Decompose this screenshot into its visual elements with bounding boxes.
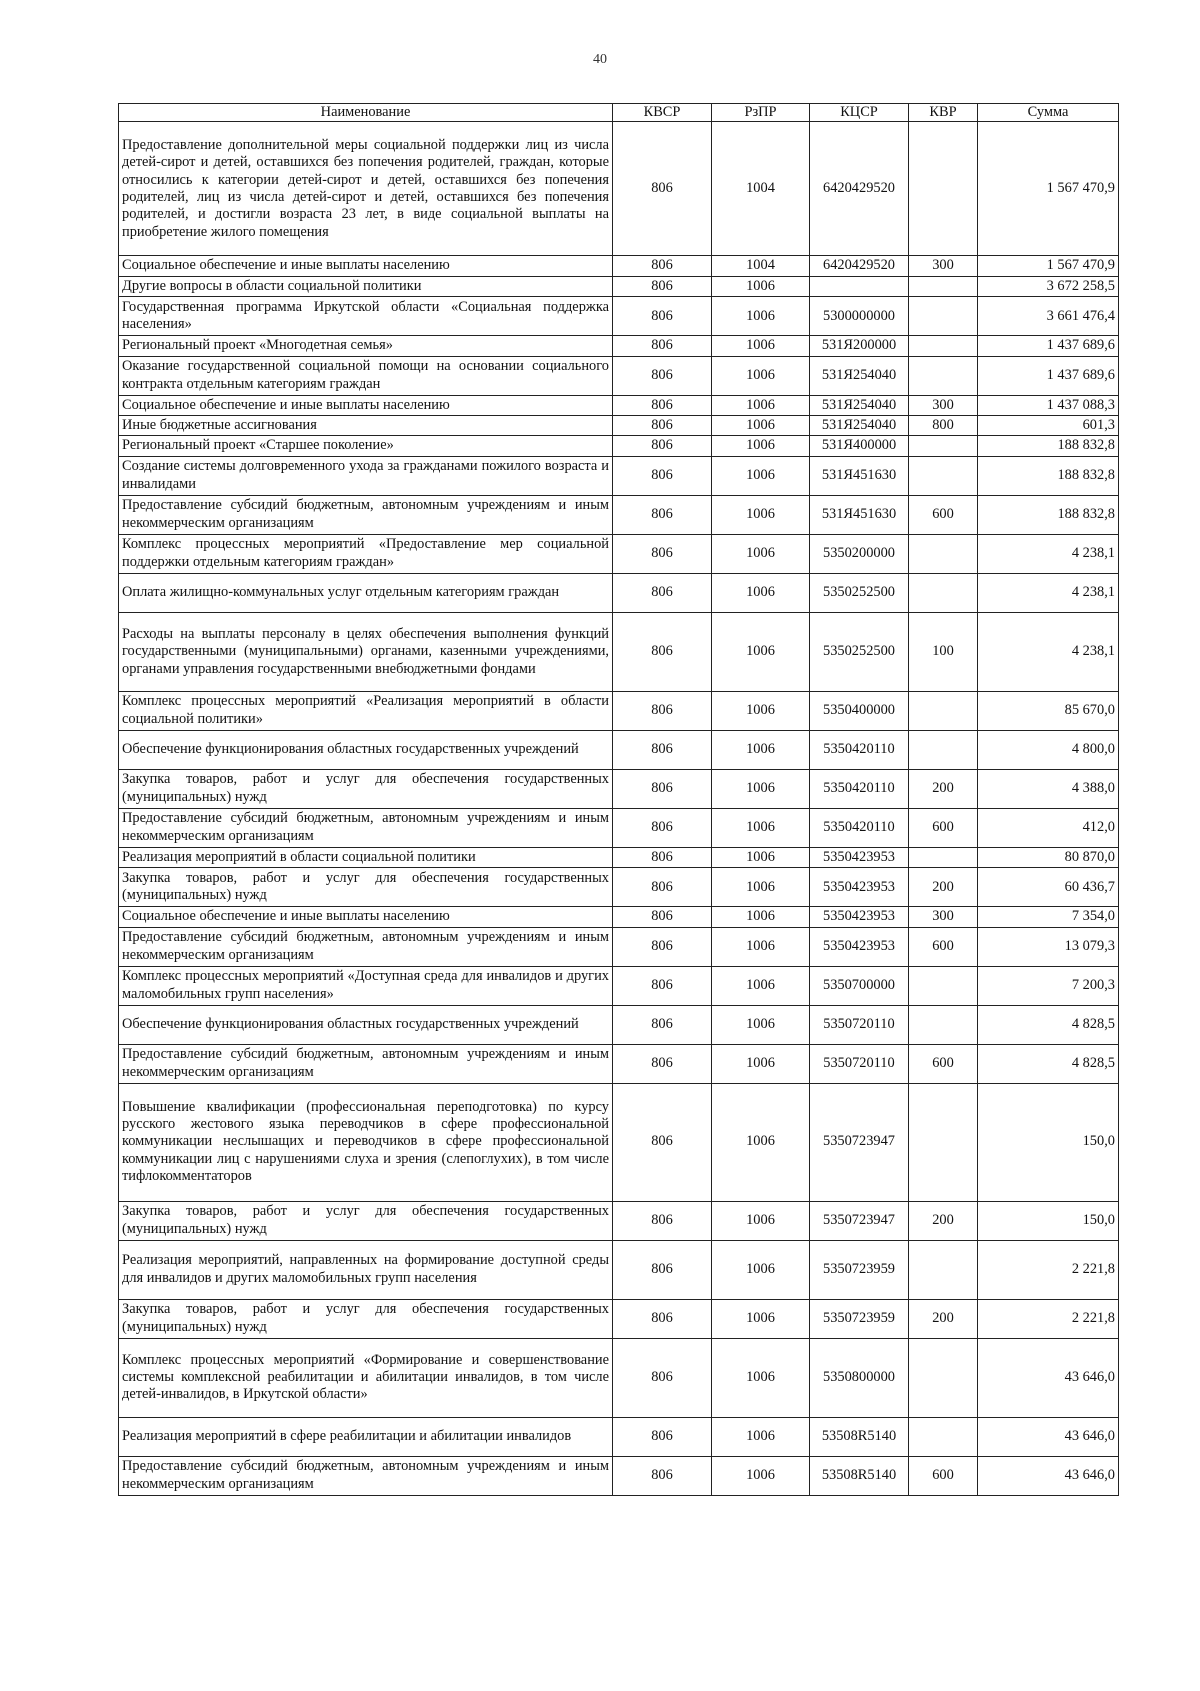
cell-kvsr: 806 [613, 1338, 712, 1417]
cell-sum: 13 079,3 [978, 927, 1119, 966]
header-row [119, 104, 1119, 122]
cell-kvsr: 806 [613, 122, 712, 256]
cell-name: Реализация мероприятий, направленных на формирование доступной среды для инвалидов и других маломобильных групп населения [119, 1240, 613, 1299]
cell-rzpr: 1006 [712, 1201, 810, 1240]
cell-kvsr: 806 [613, 730, 712, 769]
cell-kvr [909, 534, 978, 573]
cell-rzpr: 1006 [712, 456, 810, 495]
cell-name: Оплата жилищно-коммунальных услуг отдельным категориям граждан [119, 573, 613, 612]
cell-sum: 2 221,8 [978, 1240, 1119, 1299]
cell-kvsr: 806 [613, 691, 712, 730]
cell-kvsr: 806 [613, 847, 712, 867]
table-row [119, 907, 1119, 927]
cell-kcsr: 531Я254040 [810, 416, 909, 436]
cell-kvsr: 806 [613, 907, 712, 927]
cell-rzpr: 1006 [712, 276, 810, 296]
cell-sum: 601,3 [978, 416, 1119, 436]
cell-kvr [909, 730, 978, 769]
cell-kcsr: 5350720110 [810, 1005, 909, 1044]
table-row [119, 436, 1119, 456]
cell-sum: 188 832,8 [978, 495, 1119, 534]
cell-sum: 4 388,0 [978, 769, 1119, 808]
cell-kvsr: 806 [613, 416, 712, 436]
table-row [119, 808, 1119, 847]
header-name: Наименование [119, 104, 613, 122]
cell-kcsr: 5350423953 [810, 868, 909, 907]
cell-sum: 43 646,0 [978, 1417, 1119, 1456]
cell-name: Реализация мероприятий в области социальной политики [119, 847, 613, 867]
table-row [119, 395, 1119, 415]
cell-kvsr: 806 [613, 769, 712, 808]
cell-kcsr: 5350420110 [810, 730, 909, 769]
cell-sum: 60 436,7 [978, 868, 1119, 907]
cell-name: Расходы на выплаты персоналу в целях обеспечения выполнения функций государственными (муниципальными) органами, казенными учреждениями, органами управления государственными внебюджетными фондами [119, 612, 613, 691]
cell-rzpr: 1006 [712, 495, 810, 534]
header-sum: Сумма [978, 104, 1119, 122]
cell-name: Региональный проект «Многодетная семья» [119, 336, 613, 356]
cell-rzpr: 1004 [712, 256, 810, 276]
table-row [119, 336, 1119, 356]
cell-kcsr: 5350723947 [810, 1083, 909, 1201]
cell-kvsr: 806 [613, 534, 712, 573]
cell-rzpr: 1006 [712, 436, 810, 456]
cell-rzpr: 1006 [712, 1005, 810, 1044]
cell-name: Комплекс процессных мероприятий «Предоставление мер социальной поддержки отдельным категориям граждан» [119, 534, 613, 573]
cell-rzpr: 1006 [712, 966, 810, 1005]
cell-sum: 1 567 470,9 [978, 122, 1119, 256]
cell-kvr: 200 [909, 769, 978, 808]
table-row [119, 534, 1119, 573]
cell-sum: 4 238,1 [978, 612, 1119, 691]
cell-kvr [909, 122, 978, 256]
cell-kvsr: 806 [613, 808, 712, 847]
cell-sum: 1 437 689,6 [978, 336, 1119, 356]
cell-name: Закупка товаров, работ и услуг для обеспечения государственных (муниципальных) нужд [119, 1201, 613, 1240]
cell-sum: 188 832,8 [978, 436, 1119, 456]
cell-kvr: 200 [909, 1201, 978, 1240]
cell-kvsr: 806 [613, 966, 712, 1005]
cell-kvr [909, 1338, 978, 1417]
cell-rzpr: 1006 [712, 691, 810, 730]
table-row [119, 456, 1119, 495]
cell-rzpr: 1006 [712, 1240, 810, 1299]
cell-rzpr: 1006 [712, 1417, 810, 1456]
cell-sum: 85 670,0 [978, 691, 1119, 730]
cell-kvsr: 806 [613, 336, 712, 356]
cell-kvr [909, 276, 978, 296]
cell-kvsr: 806 [613, 1083, 712, 1201]
cell-kcsr: 531Я200000 [810, 336, 909, 356]
cell-name: Иные бюджетные ассигнования [119, 416, 613, 436]
cell-name: Социальное обеспечение и иные выплаты населению [119, 256, 613, 276]
cell-rzpr: 1006 [712, 769, 810, 808]
cell-kvr [909, 691, 978, 730]
cell-kvr [909, 966, 978, 1005]
cell-kvsr: 806 [613, 456, 712, 495]
cell-kvr [909, 456, 978, 495]
cell-kvsr: 806 [613, 927, 712, 966]
cell-kvsr: 806 [613, 1240, 712, 1299]
cell-kcsr: 531Я400000 [810, 436, 909, 456]
cell-kvr: 300 [909, 907, 978, 927]
cell-kvr: 300 [909, 395, 978, 415]
cell-sum: 3 661 476,4 [978, 297, 1119, 336]
cell-name: Социальное обеспечение и иные выплаты населению [119, 907, 613, 927]
cell-name: Другие вопросы в области социальной политики [119, 276, 613, 296]
table-row [119, 1456, 1119, 1495]
cell-name: Оказание государственной социальной помощи на основании социального контракта отдельным категориям граждан [119, 356, 613, 395]
cell-sum: 1 437 689,6 [978, 356, 1119, 395]
cell-sum: 2 221,8 [978, 1299, 1119, 1338]
cell-kvsr: 806 [613, 573, 712, 612]
cell-sum: 4 800,0 [978, 730, 1119, 769]
cell-sum: 412,0 [978, 808, 1119, 847]
cell-kvsr: 806 [613, 256, 712, 276]
cell-rzpr: 1006 [712, 730, 810, 769]
table-row [119, 730, 1119, 769]
cell-name: Закупка товаров, работ и услуг для обеспечения государственных (муниципальных) нужд [119, 868, 613, 907]
cell-rzpr: 1006 [712, 612, 810, 691]
cell-kcsr: 5350423953 [810, 847, 909, 867]
table-row [119, 868, 1119, 907]
cell-kvr: 600 [909, 1044, 978, 1083]
cell-name: Предоставление субсидий бюджетным, автономным учреждениям и иным некоммерческим организациям [119, 927, 613, 966]
cell-rzpr: 1006 [712, 1299, 810, 1338]
cell-sum: 4 828,5 [978, 1005, 1119, 1044]
cell-kcsr: 6420429520 [810, 256, 909, 276]
cell-kvsr: 806 [613, 297, 712, 336]
cell-name: Предоставление дополнительной меры социальной поддержки лиц из числа детей-сирот и детей, оставшихся без попечения родителей, граждан, которые относились к категории детей-сирот и детей, оставшихся без попечения родителей, лиц из числа детей-сирот и детей, оставшихся без попечения родителей, и достигли возраста 23 лет, в виде социальной выплаты на приобретение жилого помещения [119, 122, 613, 256]
cell-kcsr: 5350700000 [810, 966, 909, 1005]
cell-rzpr: 1006 [712, 395, 810, 415]
cell-name: Социальное обеспечение и иные выплаты населению [119, 395, 613, 415]
cell-sum: 1 567 470,9 [978, 256, 1119, 276]
table-row [119, 1201, 1119, 1240]
cell-kvr [909, 1240, 978, 1299]
cell-rzpr: 1006 [712, 336, 810, 356]
cell-kcsr: 6420429520 [810, 122, 909, 256]
table-row [119, 122, 1119, 256]
cell-kcsr: 5350800000 [810, 1338, 909, 1417]
cell-kcsr: 5350200000 [810, 534, 909, 573]
cell-name: Создание системы долговременного ухода за гражданами пожилого возраста и инвалидами [119, 456, 613, 495]
cell-kvsr: 806 [613, 1005, 712, 1044]
cell-kvr: 200 [909, 868, 978, 907]
cell-sum: 43 646,0 [978, 1338, 1119, 1417]
table-row [119, 1044, 1119, 1083]
cell-sum: 7 354,0 [978, 907, 1119, 927]
cell-kvr [909, 1005, 978, 1044]
table-header [119, 104, 1119, 122]
cell-kvr [909, 1417, 978, 1456]
table-row [119, 416, 1119, 436]
cell-name: Комплекс процессных мероприятий «Формирование и совершенствование системы комплексной реабилитации и абилитации инвалидов, в том числе детей-инвалидов, в Иркутской области» [119, 1338, 613, 1417]
cell-kvr: 200 [909, 1299, 978, 1338]
table-row [119, 1240, 1119, 1299]
table-row [119, 1417, 1119, 1456]
cell-kvr [909, 573, 978, 612]
cell-kvsr: 806 [613, 276, 712, 296]
cell-rzpr: 1006 [712, 1083, 810, 1201]
cell-sum: 43 646,0 [978, 1456, 1119, 1495]
cell-rzpr: 1006 [712, 573, 810, 612]
cell-kvsr: 806 [613, 868, 712, 907]
table-row [119, 1338, 1119, 1417]
cell-kvr: 100 [909, 612, 978, 691]
cell-sum: 1 437 088,3 [978, 395, 1119, 415]
table-row [119, 495, 1119, 534]
cell-rzpr: 1006 [712, 927, 810, 966]
cell-kcsr: 53508R5140 [810, 1456, 909, 1495]
cell-kvr: 600 [909, 1456, 978, 1495]
table-row [119, 297, 1119, 336]
cell-kcsr: 5350720110 [810, 1044, 909, 1083]
cell-sum: 150,0 [978, 1201, 1119, 1240]
cell-name: Предоставление субсидий бюджетным, автономным учреждениям и иным некоммерческим организациям [119, 1044, 613, 1083]
cell-kcsr: 5350423953 [810, 907, 909, 927]
cell-kvr [909, 436, 978, 456]
table-row [119, 769, 1119, 808]
cell-kcsr: 531Я451630 [810, 456, 909, 495]
header-rzpr: РзПР [712, 104, 810, 122]
cell-name: Предоставление субсидий бюджетным, автономным учреждениям и иным некоммерческим организациям [119, 495, 613, 534]
cell-kvsr: 806 [613, 1201, 712, 1240]
cell-name: Повышение квалификации (профессиональная переподготовка) по курсу русского жестового языка переводчиков в сфере профессиональной коммуникации неслышащих и переводчиков в сфере профессиональной коммуникации лиц с нарушениями слуха и зрения (слепоглухих), в том числе тифлокомментаторов [119, 1083, 613, 1201]
table-row [119, 1083, 1119, 1201]
cell-rzpr: 1006 [712, 1456, 810, 1495]
cell-kcsr: 531Я451630 [810, 495, 909, 534]
cell-kcsr: 5350420110 [810, 769, 909, 808]
table-row [119, 1299, 1119, 1338]
cell-kvr [909, 336, 978, 356]
cell-name: Региональный проект «Старшее поколение» [119, 436, 613, 456]
cell-name: Закупка товаров, работ и услуг для обеспечения государственных (муниципальных) нужд [119, 769, 613, 808]
cell-kvsr: 806 [613, 395, 712, 415]
cell-kvsr: 806 [613, 1456, 712, 1495]
cell-rzpr: 1006 [712, 1044, 810, 1083]
cell-rzpr: 1006 [712, 356, 810, 395]
table-row [119, 256, 1119, 276]
cell-sum: 80 870,0 [978, 847, 1119, 867]
cell-name: Обеспечение функционирования областных государственных учреждений [119, 1005, 613, 1044]
table-row [119, 612, 1119, 691]
table-row [119, 276, 1119, 296]
cell-kcsr: 53508R5140 [810, 1417, 909, 1456]
cell-rzpr: 1004 [712, 122, 810, 256]
table-row [119, 691, 1119, 730]
cell-sum: 7 200,3 [978, 966, 1119, 1005]
cell-sum: 3 672 258,5 [978, 276, 1119, 296]
cell-kcsr: 5350723947 [810, 1201, 909, 1240]
table-row [119, 927, 1119, 966]
cell-rzpr: 1006 [712, 907, 810, 927]
cell-kvr [909, 1083, 978, 1201]
cell-rzpr: 1006 [712, 868, 810, 907]
cell-kvr [909, 356, 978, 395]
cell-kvsr: 806 [613, 436, 712, 456]
cell-rzpr: 1006 [712, 1338, 810, 1417]
cell-name: Государственная программа Иркутской области «Социальная поддержка населения» [119, 297, 613, 336]
cell-kvsr: 806 [613, 356, 712, 395]
cell-sum: 150,0 [978, 1083, 1119, 1201]
cell-sum: 4 238,1 [978, 534, 1119, 573]
cell-kvsr: 806 [613, 1299, 712, 1338]
cell-kcsr: 5350252500 [810, 612, 909, 691]
cell-kvr: 600 [909, 927, 978, 966]
cell-kvsr: 806 [613, 1044, 712, 1083]
header-kvr: КВР [909, 104, 978, 122]
cell-kvr [909, 847, 978, 867]
cell-kcsr [810, 276, 909, 296]
cell-kvr [909, 297, 978, 336]
header-kvsr: КВСР [613, 104, 712, 122]
cell-sum: 4 238,1 [978, 573, 1119, 612]
table-row [119, 847, 1119, 867]
cell-kvsr: 806 [613, 1417, 712, 1456]
cell-name: Предоставление субсидий бюджетным, автономным учреждениям и иным некоммерческим организациям [119, 808, 613, 847]
cell-kcsr: 5350723959 [810, 1240, 909, 1299]
cell-kcsr: 5350423953 [810, 927, 909, 966]
cell-rzpr: 1006 [712, 297, 810, 336]
cell-name: Реализация мероприятий в сфере реабилитации и абилитации инвалидов [119, 1417, 613, 1456]
cell-kcsr: 5350420110 [810, 808, 909, 847]
table-body [119, 122, 1119, 1495]
table-row [119, 966, 1119, 1005]
cell-name: Комплекс процессных мероприятий «Реализация мероприятий в области социальной политики» [119, 691, 613, 730]
cell-kvsr: 806 [613, 612, 712, 691]
cell-kvsr: 806 [613, 495, 712, 534]
cell-kvr: 600 [909, 495, 978, 534]
table-row [119, 1005, 1119, 1044]
cell-rzpr: 1006 [712, 416, 810, 436]
cell-rzpr: 1006 [712, 847, 810, 867]
cell-name: Предоставление субсидий бюджетным, автономным учреждениям и иным некоммерческим организациям [119, 1456, 613, 1495]
header-kcsr: КЦСР [810, 104, 909, 122]
cell-kcsr: 531Я254040 [810, 356, 909, 395]
cell-rzpr: 1006 [712, 808, 810, 847]
cell-kvr: 300 [909, 256, 978, 276]
cell-name: Закупка товаров, работ и услуг для обеспечения государственных (муниципальных) нужд [119, 1299, 613, 1338]
cell-kcsr: 5350400000 [810, 691, 909, 730]
cell-name: Обеспечение функционирования областных государственных учреждений [119, 730, 613, 769]
page-number: 40 [593, 52, 607, 67]
cell-rzpr: 1006 [712, 534, 810, 573]
table-row [119, 356, 1119, 395]
cell-sum: 188 832,8 [978, 456, 1119, 495]
cell-kcsr: 5350723959 [810, 1299, 909, 1338]
cell-name: Комплекс процессных мероприятий «Доступная среда для инвалидов и других маломобильных групп населения» [119, 966, 613, 1005]
cell-kcsr: 531Я254040 [810, 395, 909, 415]
cell-kvr: 800 [909, 416, 978, 436]
table-row [119, 573, 1119, 612]
cell-kcsr: 5300000000 [810, 297, 909, 336]
budget-table [118, 103, 1119, 1496]
cell-sum: 4 828,5 [978, 1044, 1119, 1083]
cell-kvr: 600 [909, 808, 978, 847]
cell-kcsr: 5350252500 [810, 573, 909, 612]
